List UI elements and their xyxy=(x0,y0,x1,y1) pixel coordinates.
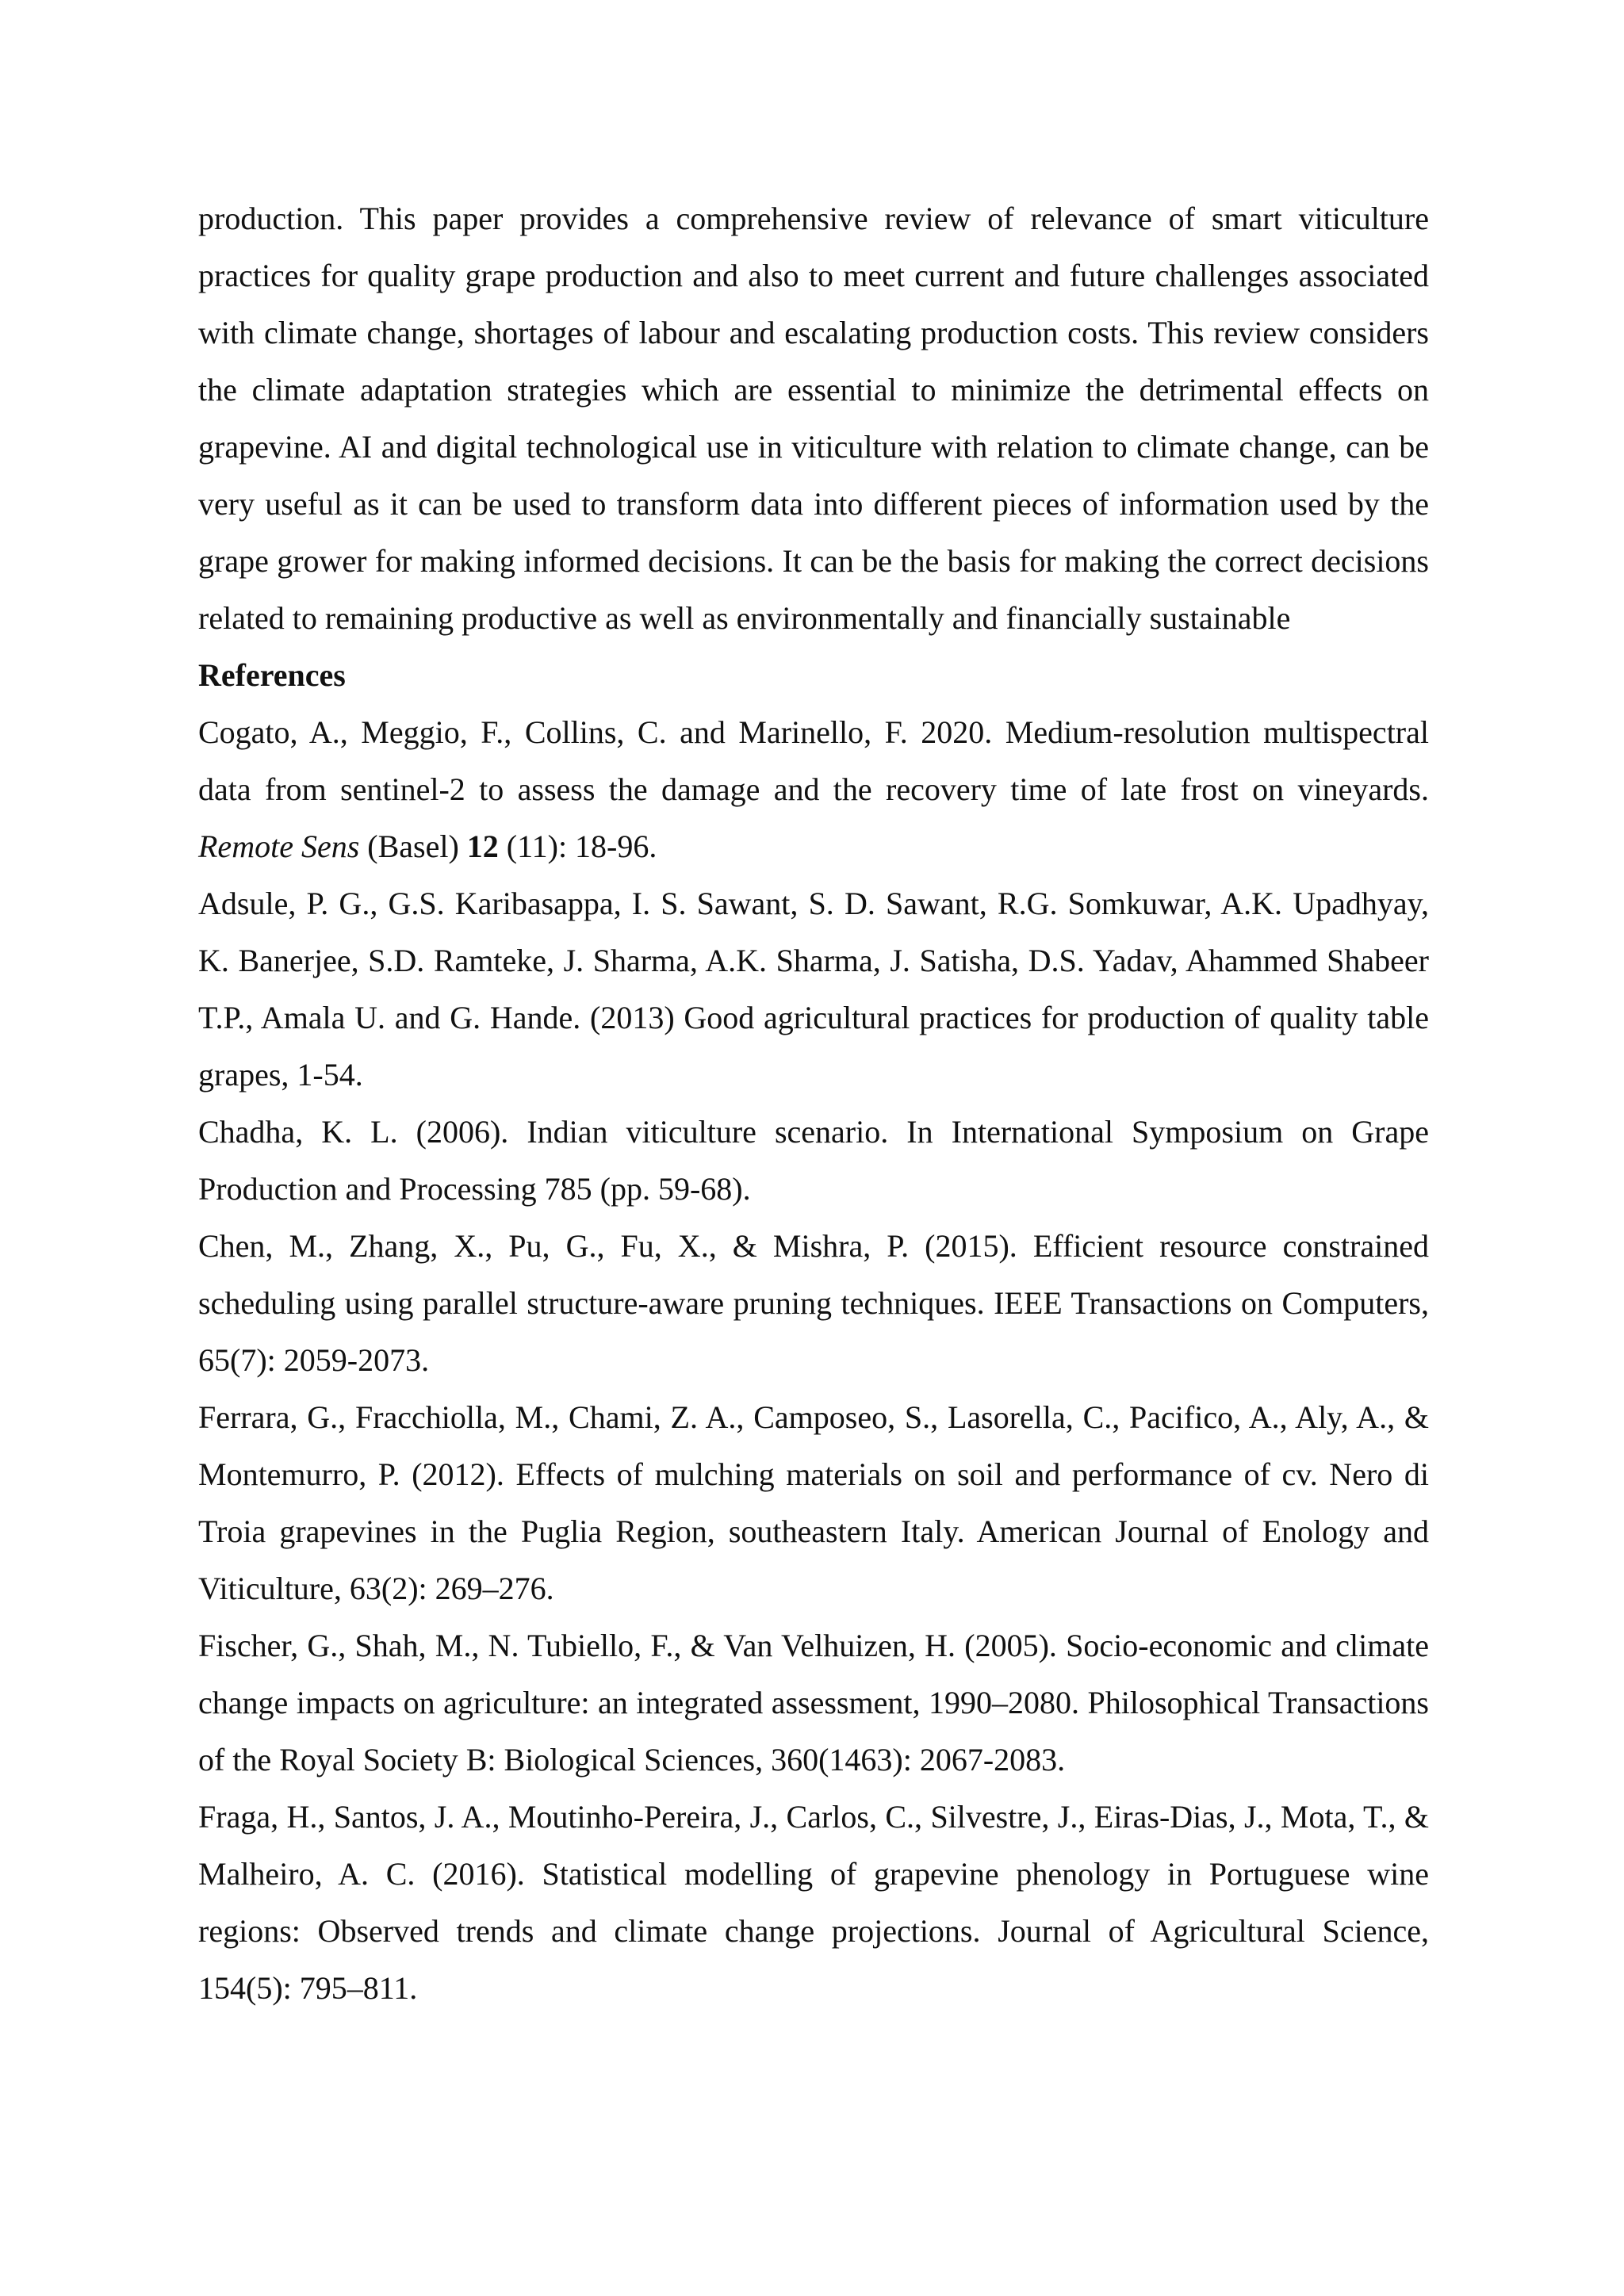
reference-fischer: Fischer, G., Shah, M., N. Tubiello, F., & Van Velhuizen, H. (2005). Socio-economic and climate change impacts on agriculture: an integrated assessment, 1990–2080. Philosophical Transactions of the Royal Society B: Biological Sciences, 360(1463): 2067-2083. xyxy=(198,1628,1429,1777)
reference-cogato-text-b: (Basel) xyxy=(359,828,467,864)
document-page xyxy=(198,190,1429,2017)
reference-chadha: Chadha, K. L. (2006). Indian viticulture scenario. In International Symposium on Grape Production and Processing 785 (pp. 59-68). xyxy=(198,1114,1429,1207)
reference-adsule: Adsule, P. G., G.S. Karibasappa, I. S. Sawant, S. D. Sawant, R.G. Somkuwar, A.K. Upadhyay, K. Banerjee, S.D. Ramteke, J. Sharma, A.K. Sharma, J. Satisha, D.S. Yadav, Ahammed Shabeer T.P., Amala U. and G. Hande. (2013) Good agricultural practices for production of quality table grapes, 1-54. xyxy=(198,886,1429,1093)
reference-cogato-text-a: Cogato, A., Meggio, F., Collins, C. and Marinello, F. 2020. Medium-resolution multispectral data from sentinel-2 to assess the damage and the recovery time of late frost on vineyards. xyxy=(198,714,1429,807)
reference-cogato-journal: Remote Sens xyxy=(198,828,360,864)
reference-cogato xyxy=(198,704,1429,875)
reference-cogato-text-c: (11): 18-96. xyxy=(498,828,657,864)
references-heading: References xyxy=(198,657,346,693)
reference-fraga: Fraga, H., Santos, J. A., Moutinho-Pereira, J., Carlos, C., Silvestre, J., Eiras-Dias, J., Mota, T., & Malheiro, A. C. (2016). Statistical modelling of grapevine phenology in Portuguese wine regions: Observed trends and climate change projections. Journal of Agricultural Science, 154(5): 795–811. xyxy=(198,1799,1429,2006)
reference-chen: Chen, M., Zhang, X., Pu, G., Fu, X., & Mishra, P. (2015). Efficient resource constrained scheduling using parallel structure-aware pruning techniques. IEEE Transactions on Computers, 65(7): 2059-2073. xyxy=(198,1228,1429,1378)
reference-ferrara: Ferrara, G., Fracchiolla, M., Chami, Z. A., Camposeo, S., Lasorella, C., Pacifico, A., Aly, A., & Montemurro, P. (2012). Effects of mulching materials on soil and performance of cv. Nero di Troia grapevines in the Puglia Region, southeastern Italy. American Journal of Enology and Viticulture, 63(2): 269–276. xyxy=(198,1399,1429,1606)
reference-cogato-volume: 12 xyxy=(466,828,499,864)
intro-paragraph: production. This paper provides a comprehensive review of relevance of smart viticulture practices for quality grape production and also to meet current and future challenges associated with climate change, shortages of labour and escalating production costs. This review considers the climate adaptation strategies which are essential to minimize the detrimental effects on grapevine. AI and digital technological use in viticulture with relation to climate change, can be very useful as it can be used to transform data into different pieces of information used by the grape grower for making informed decisions. It can be the basis for making the correct decisions related to remaining productive as well as environmentally and financially sustainable xyxy=(198,201,1429,636)
